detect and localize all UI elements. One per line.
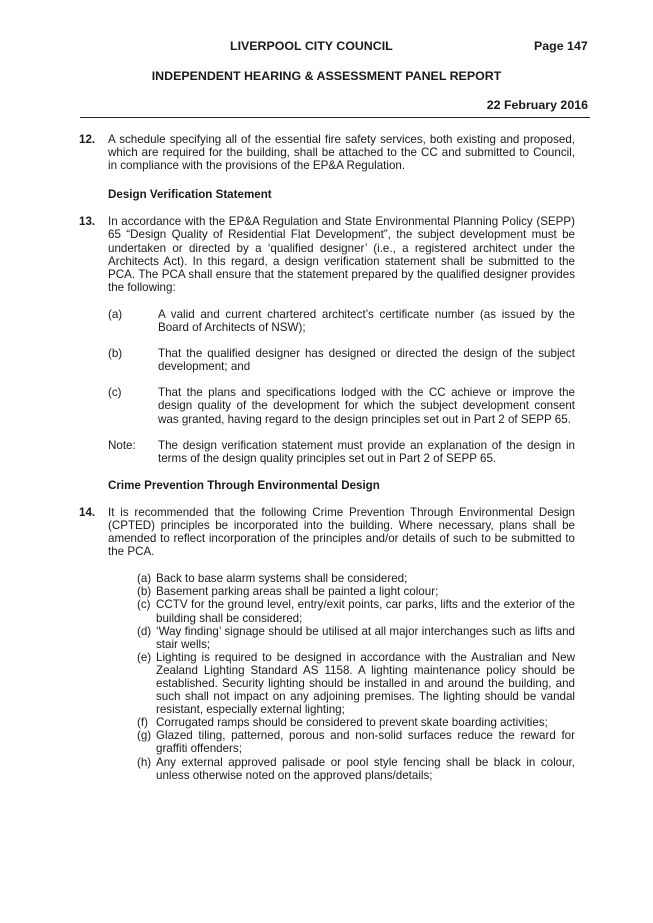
list-item	[79, 308, 575, 334]
list-item	[108, 625, 575, 651]
list-item-text: ‘Way finding’ signage should be utilised at all major interchanges such as lifts and stair wells;	[156, 624, 575, 651]
list-item-label: (a)	[108, 307, 123, 321]
condition-12	[79, 133, 575, 172]
condition-text: A schedule specifying all of the essential fire safety services, both existing and proposed, which are required for the building, shall be attached to the CC and submitted to Council, in compliance with the provisions of the EP&A Regulation.	[108, 133, 575, 173]
section-heading-design-verification: Design Verification Statement	[108, 188, 272, 202]
note-text: The design verification statement must provide an explanation of the design in terms of the design quality principles set out in Part 2 of SEPP 65.	[158, 438, 575, 465]
list-item-text: Basement parking areas shall be painted a light colour;	[156, 585, 439, 599]
list-item-label: (f)	[137, 716, 148, 730]
note-item	[79, 439, 575, 465]
condition-number: 14.	[79, 505, 96, 519]
list-item-text: Lighting is required to be designed in accordance with the Australian and New Zealand Lighting Standard AS 1158. A lighting maintenance policy should be established. Security lighting should be installed in and around the building, and such shall not impact on any adjoining premises. The lighting should be vandal resistant, especially external lighting;	[156, 650, 575, 717]
header-divider	[80, 117, 590, 118]
list-item	[108, 716, 575, 729]
list-item	[79, 347, 575, 373]
report-title: INDEPENDENT HEARING & ASSESSMENT PANEL REPORT	[151, 69, 502, 83]
list-item-label: (h)	[137, 755, 152, 769]
list-item	[108, 756, 575, 782]
list-item	[108, 572, 575, 585]
note-label: Note:	[108, 438, 136, 452]
condition-number: 12.	[79, 133, 96, 146]
list-item	[108, 585, 575, 598]
document-body	[79, 133, 575, 782]
list-item-text: That the plans and specifications lodged with the CC achieve or improve the design quality of the development for which the subject development consent was granted, having regard to the design principles set out in Part 2 of SEPP 65.	[158, 386, 575, 426]
condition-14	[79, 506, 575, 558]
condition-number: 13.	[79, 215, 96, 229]
page-number: Page 147	[534, 39, 588, 53]
list-item-text: A valid and current chartered architect’s certificate number (as issued by the Board of Architects of NSW);	[158, 307, 575, 335]
list-item	[79, 386, 575, 425]
council-name: LIVERPOOL CITY COUNCIL	[230, 39, 393, 53]
list-item-label: (b)	[108, 347, 123, 361]
condition-text: In accordance with the EP&A Regulation and State Environmental Planning Policy (SEPP) 65 “Design Quality of Residential Flat Development”, the subject development must be undertaken or directed by a ‘qualified designer’ (i.e., a registered architect under the Architects Act). In this regard, a design verification statement shall be submitted to the PCA. The PCA shall ensure that the statement prepared by the qualified designer provides the following:	[108, 215, 575, 294]
list-item-text: That the qualified designer has designed or directed the design of the subject development; and	[158, 347, 575, 374]
list-item-text: Any external approved palisade or pool style fencing shall be black in colour, unless otherwise noted on the approved plans/details;	[156, 755, 575, 782]
list-item	[108, 651, 575, 716]
list-item-label: (e)	[137, 650, 152, 664]
list-item-text: Glazed tiling, patterned, porous and non-solid surfaces reduce the reward for graffiti offenders;	[156, 729, 575, 756]
list-item-label: (a)	[137, 572, 152, 586]
list-item-text: Back to base alarm systems shall be considered;	[156, 572, 408, 586]
list-item-text: CCTV for the ground level, entry/exit points, car parks, lifts and the exterior of the building shall be considered;	[156, 598, 575, 625]
list-item	[108, 729, 575, 755]
condition-text: It is recommended that the following Crime Prevention Through Environmental Design (CPTED) principles be incorporated into the building. Where necessary, plans shall be amended to reflect incorporation of the principles and/or details of such to be submitted to the PCA.	[108, 505, 575, 559]
list-item-label: (g)	[137, 729, 152, 743]
cpted-list	[79, 572, 575, 782]
list-item-label: (c)	[108, 386, 122, 400]
list-item-text: Corrugated ramps should be considered to prevent skate boarding activities;	[156, 716, 548, 730]
section-heading-cpted: Crime Prevention Through Environmental Design	[108, 478, 380, 492]
condition-13	[79, 215, 575, 294]
report-date: 22 February 2016	[486, 98, 588, 112]
list-item-label: (d)	[137, 624, 152, 638]
list-item-label: (c)	[137, 598, 151, 612]
list-item-label: (b)	[137, 585, 152, 599]
list-item	[108, 598, 575, 624]
